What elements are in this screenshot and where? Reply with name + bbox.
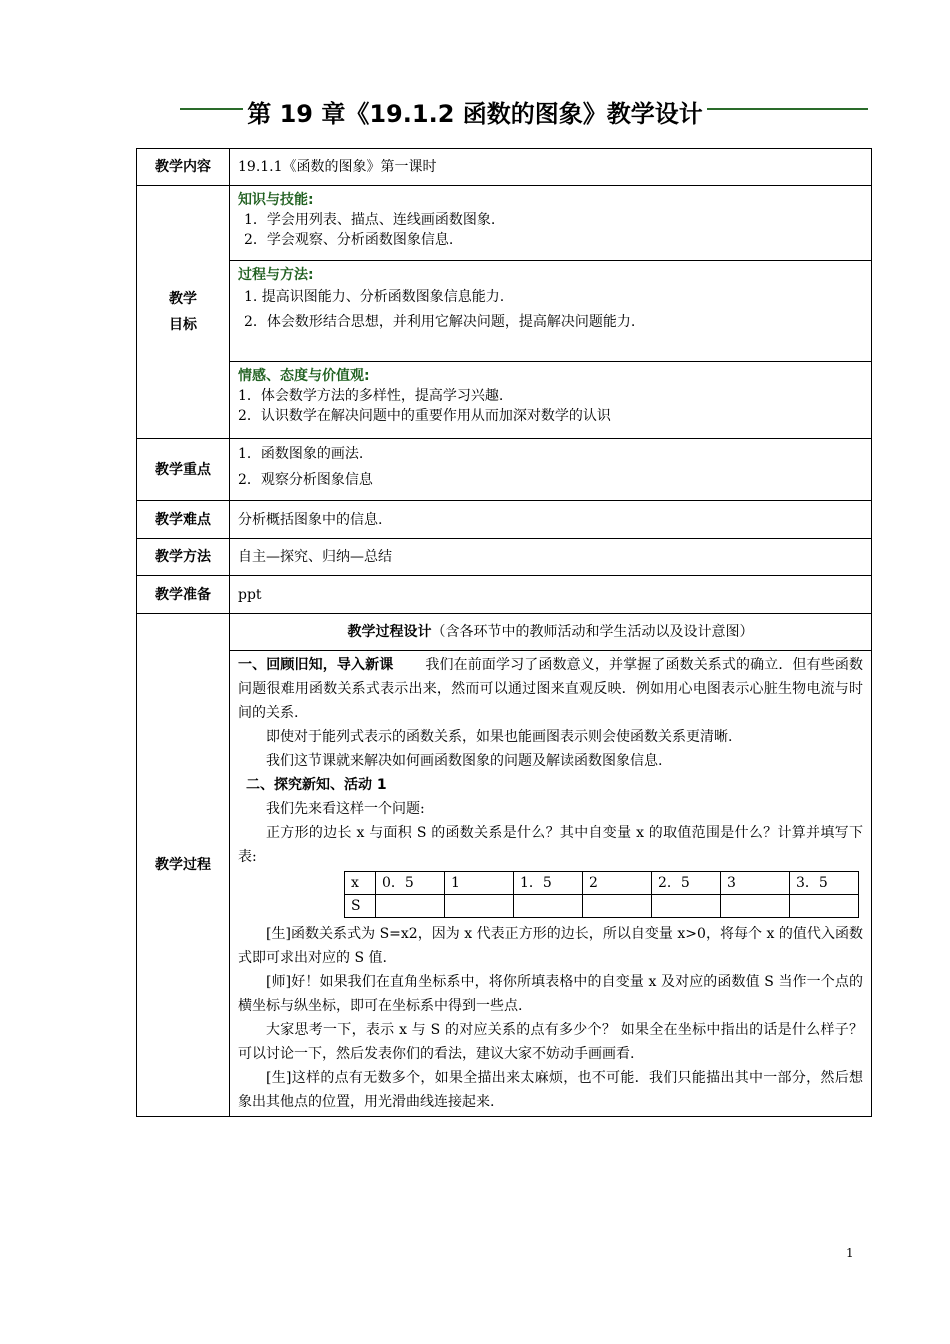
- row-process-body: [137, 651, 872, 1117]
- table-cell: 1．5: [514, 872, 583, 895]
- process-header: [230, 614, 872, 651]
- table-cell[interactable]: [652, 895, 721, 918]
- process-item-1: 1. 提高识图能力、分析函数图象信息能力.: [244, 289, 505, 305]
- table-cell[interactable]: [721, 895, 790, 918]
- goals-knowledge: [230, 186, 872, 261]
- para-9: [生]这样的点有无数多个，如果全描出来太麻烦，也不可能．我们只能描出其中一部分，然后想象出其他点的位置，用光滑曲线连接起来.: [238, 1070, 863, 1110]
- process-body: [230, 651, 872, 1117]
- para-2: 即使对于能列式表示的函数关系，如果也能画图表示则会使函数关系更清晰.: [266, 729, 733, 745]
- label-key: 教学重点: [137, 439, 230, 501]
- row-content: [137, 149, 872, 186]
- emotion-heading: 情感、态度与价值观:: [238, 368, 370, 384]
- row-difficulty: [137, 501, 872, 539]
- table-cell: 0．5: [376, 872, 445, 895]
- label-goals-line2: 目标: [169, 317, 197, 333]
- label-content: 教学内容: [137, 149, 230, 186]
- table-cell[interactable]: [376, 895, 445, 918]
- knowledge-heading: 知识与技能:: [238, 192, 314, 208]
- para-7: [师]好！如果我们在直角坐标系中，将你所填表格中的自变量 x 及对应的函数值 S 当作一个点的横坐标与纵坐标，即可在坐标系中得到一些点.: [238, 974, 863, 1014]
- process-header-bold: 教学过程设计: [347, 624, 432, 640]
- process-header-rest: （含各环节中的教师活动和学生活动以及设计意图）: [431, 624, 754, 640]
- para-3: 我们这节课就来解决如何画函数图象的问题及解读函数图象信息.: [266, 753, 663, 769]
- key-item-2: 2．观察分析图象信息: [238, 472, 373, 488]
- table-cell: 1: [445, 872, 514, 895]
- label-difficulty: 教学难点: [137, 501, 230, 539]
- value-difficulty: 分析概括图象中的信息.: [230, 501, 872, 539]
- value-prep: ppt: [230, 576, 872, 614]
- value-key: [230, 439, 872, 501]
- table-cell: x: [345, 872, 376, 895]
- emotion-item-1: 1．体会数学方法的多样性，提高学习兴趣.: [238, 388, 504, 404]
- knowledge-item-1: 1．学会用列表、描点、连线画函数图象.: [244, 212, 496, 228]
- knowledge-item-2: 2．学会观察、分析函数图象信息.: [244, 232, 454, 248]
- value-table-row-x: [345, 872, 859, 895]
- label-process: 教学过程: [137, 614, 230, 1117]
- label-goals: [137, 186, 230, 439]
- table-cell: 2．5: [652, 872, 721, 895]
- row-prep: [137, 576, 872, 614]
- para-5: 正方形的边长 x 与面积 S 的函数关系是什么？其中自变量 x 的取值范围是什么？计算并填写下表:: [238, 825, 863, 865]
- row-method: [137, 539, 872, 576]
- key-item-1: 1．函数图象的画法.: [238, 446, 364, 462]
- label-method: 教学方法: [137, 539, 230, 576]
- row-process-header: [137, 614, 872, 651]
- value-table-row-s: [345, 895, 859, 918]
- row-goals-knowledge: [137, 186, 872, 261]
- section-2-title: 二、探究新知、活动 1: [246, 777, 387, 793]
- label-goals-line1: 教学: [169, 291, 197, 307]
- process-heading: 过程与方法:: [238, 267, 314, 283]
- goals-process: [230, 261, 872, 362]
- label-prep: 教学准备: [137, 576, 230, 614]
- section-1-text: 我们在前面学习了函数意义，并掌握了函数关系式的确立．但有些函数问题很难用函数关系式表示出来，然而可以通过图来直观反映．例如用心电图表示心脏生物电流与时间的关系.: [238, 657, 864, 721]
- table-cell: 3．5: [790, 872, 859, 895]
- para-4: 我们先来看这样一个问题:: [266, 801, 425, 817]
- table-cell: 2: [583, 872, 652, 895]
- goals-emotion: [230, 362, 872, 439]
- value-table: [344, 871, 859, 918]
- value-method: 自主—探究、归纳—总结: [230, 539, 872, 576]
- row-goals-emotion: [137, 362, 872, 439]
- process-item-2: 2．体会数形结合思想，并利用它解决问题，提高解决问题能力.: [244, 314, 636, 330]
- lesson-plan-table: [136, 148, 872, 1117]
- emotion-item-2: 2．认识数学在解决问题中的重要作用从而加深对数学的认识: [238, 408, 611, 424]
- section-1-title: 一、回顾旧知，导入新课: [238, 657, 394, 673]
- table-cell: 3: [721, 872, 790, 895]
- section-2: [238, 773, 863, 797]
- page-title: [0, 96, 950, 132]
- value-content: 19.1.1《函数的图象》第一课时: [230, 149, 872, 186]
- table-cell[interactable]: [583, 895, 652, 918]
- row-key: [137, 439, 872, 501]
- para-8: 大家思考一下，表示 x 与 S 的对应关系的点有多少个？ 如果全在坐标中指出的话是什么样子？可以讨论一下，然后发表你们的看法，建议大家不妨动手画画看.: [238, 1022, 863, 1062]
- para-6: [生]函数关系式为 S=x2，因为 x 代表正方形的边长，所以自变量 x>0，将每个 x 的值代入函数式即可求出对应的 S 值.: [238, 926, 863, 966]
- table-cell[interactable]: [514, 895, 583, 918]
- page-title-text: 第 19 章《19.1.2 函数的图象》教学设计: [243, 100, 707, 128]
- table-cell[interactable]: [445, 895, 514, 918]
- row-goals-process: [137, 261, 872, 362]
- table-cell: S: [345, 895, 376, 918]
- page-number: 1: [846, 1246, 854, 1260]
- table-cell[interactable]: [790, 895, 859, 918]
- section-1: [238, 653, 863, 725]
